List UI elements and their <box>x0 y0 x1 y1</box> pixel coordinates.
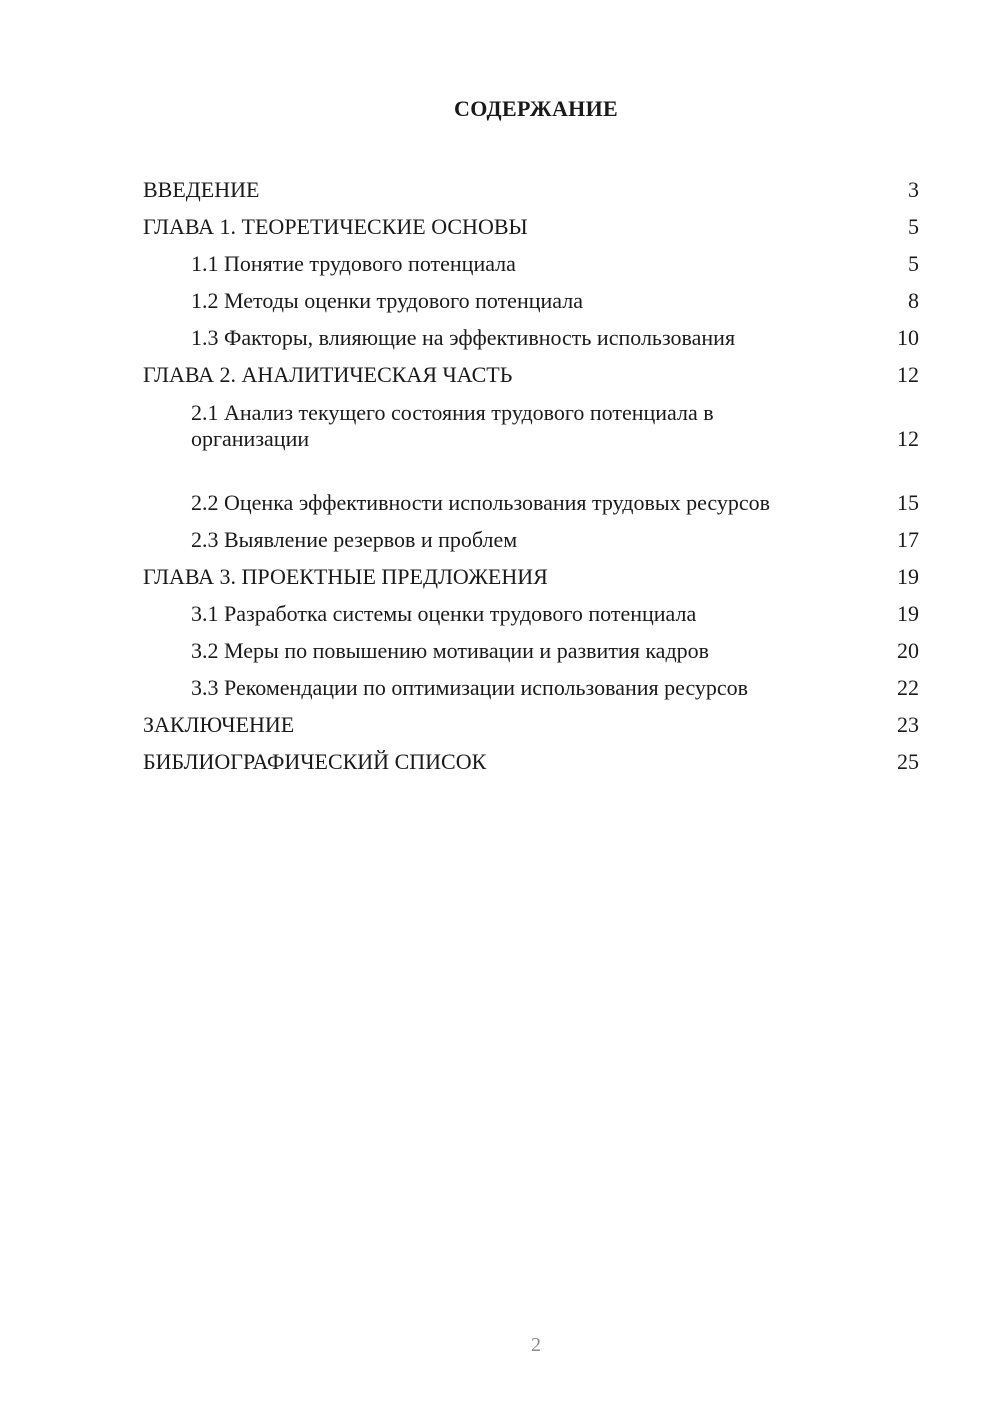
toc-entry-page: 17 <box>897 527 919 552</box>
toc-entry-section-2-1[interactable] <box>143 388 919 452</box>
toc-entry-page: 25 <box>897 749 919 774</box>
toc-entry-bibliography[interactable] <box>143 738 919 775</box>
toc-entry-label: 2.2 Оценка эффективности использования трудовых ресурсов <box>191 490 771 515</box>
toc-entry-label: 1.2 Методы оценки трудового потенциала <box>191 288 583 313</box>
toc-entry-chapter-2[interactable] <box>143 351 919 388</box>
toc-entry-section-1-1[interactable] <box>143 240 919 277</box>
toc-entry-section-1-2[interactable] <box>143 277 919 314</box>
toc-entry-label: 2.1 Анализ текущего состояния трудового потенциала в организации <box>191 400 714 451</box>
toc-entry-section-3-1[interactable] <box>143 590 919 627</box>
toc-entry-label: ЗАКЛЮЧЕНИЕ <box>143 712 295 737</box>
toc-entry-label: ГЛАВА 2. АНАЛИТИЧЕСКАЯ ЧАСТЬ <box>143 362 513 387</box>
toc-entry-section-2-2[interactable] <box>143 452 919 516</box>
toc-entry-page: 19 <box>897 601 919 626</box>
toc-entry-conclusion[interactable] <box>143 701 919 738</box>
toc-entry-section-1-3[interactable] <box>143 314 919 351</box>
toc-entry-label: ГЛАВА 1. ТЕОРЕТИЧЕСКИЕ ОСНОВЫ <box>143 214 528 239</box>
toc-entry-page: 12 <box>897 426 919 451</box>
toc-entry-page: 15 <box>897 490 919 515</box>
toc-entry-chapter-1[interactable] <box>143 203 919 240</box>
toc-entry-label: БИБЛИОГРАФИЧЕСКИЙ СПИСОК <box>143 749 487 774</box>
page-number: 2 <box>531 1334 541 1356</box>
toc-entry-label: ВВЕДЕНИЕ <box>143 177 260 202</box>
toc-entry-page: 5 <box>908 214 919 239</box>
page-title: СОДЕРЖАНИЕ <box>454 96 618 121</box>
toc-entry-page: 5 <box>908 251 919 276</box>
toc-entry-page: 22 <box>897 675 919 700</box>
toc-entry-page: 10 <box>897 325 919 350</box>
toc-entry-label: 3.2 Меры по повышению мотивации и развития кадров <box>191 638 710 663</box>
toc-entry-label: 1.3 Факторы, влияющие на эффективность использования <box>191 325 736 350</box>
toc-entry-label: 3.1 Разработка системы оценки трудового потенциала <box>191 601 697 626</box>
toc-entry-page: 23 <box>897 712 919 737</box>
toc-entry-page: 12 <box>897 362 919 387</box>
toc-entry-introduction[interactable] <box>143 166 919 203</box>
toc-entry-label: 1.1 Понятие трудового потенциала <box>191 251 516 276</box>
toc-entry-section-2-3[interactable] <box>143 516 919 553</box>
toc-entry-section-3-2[interactable] <box>143 627 919 664</box>
toc-entry-label: 2.3 Выявление резервов и проблем <box>191 527 518 552</box>
table-of-contents <box>143 166 919 775</box>
toc-entry-page: 20 <box>897 638 919 663</box>
toc-entry-label: ГЛАВА 3. ПРОЕКТНЫЕ ПРЕДЛОЖЕНИЯ <box>143 564 548 589</box>
toc-entry-label: 3.3 Рекомендации по оптимизации использования ресурсов <box>191 675 749 700</box>
toc-entry-page: 8 <box>908 288 919 313</box>
toc-entry-chapter-3[interactable] <box>143 553 919 590</box>
toc-entry-page: 3 <box>908 177 919 202</box>
toc-entry-page: 19 <box>897 564 919 589</box>
toc-entry-section-3-3[interactable] <box>143 664 919 701</box>
